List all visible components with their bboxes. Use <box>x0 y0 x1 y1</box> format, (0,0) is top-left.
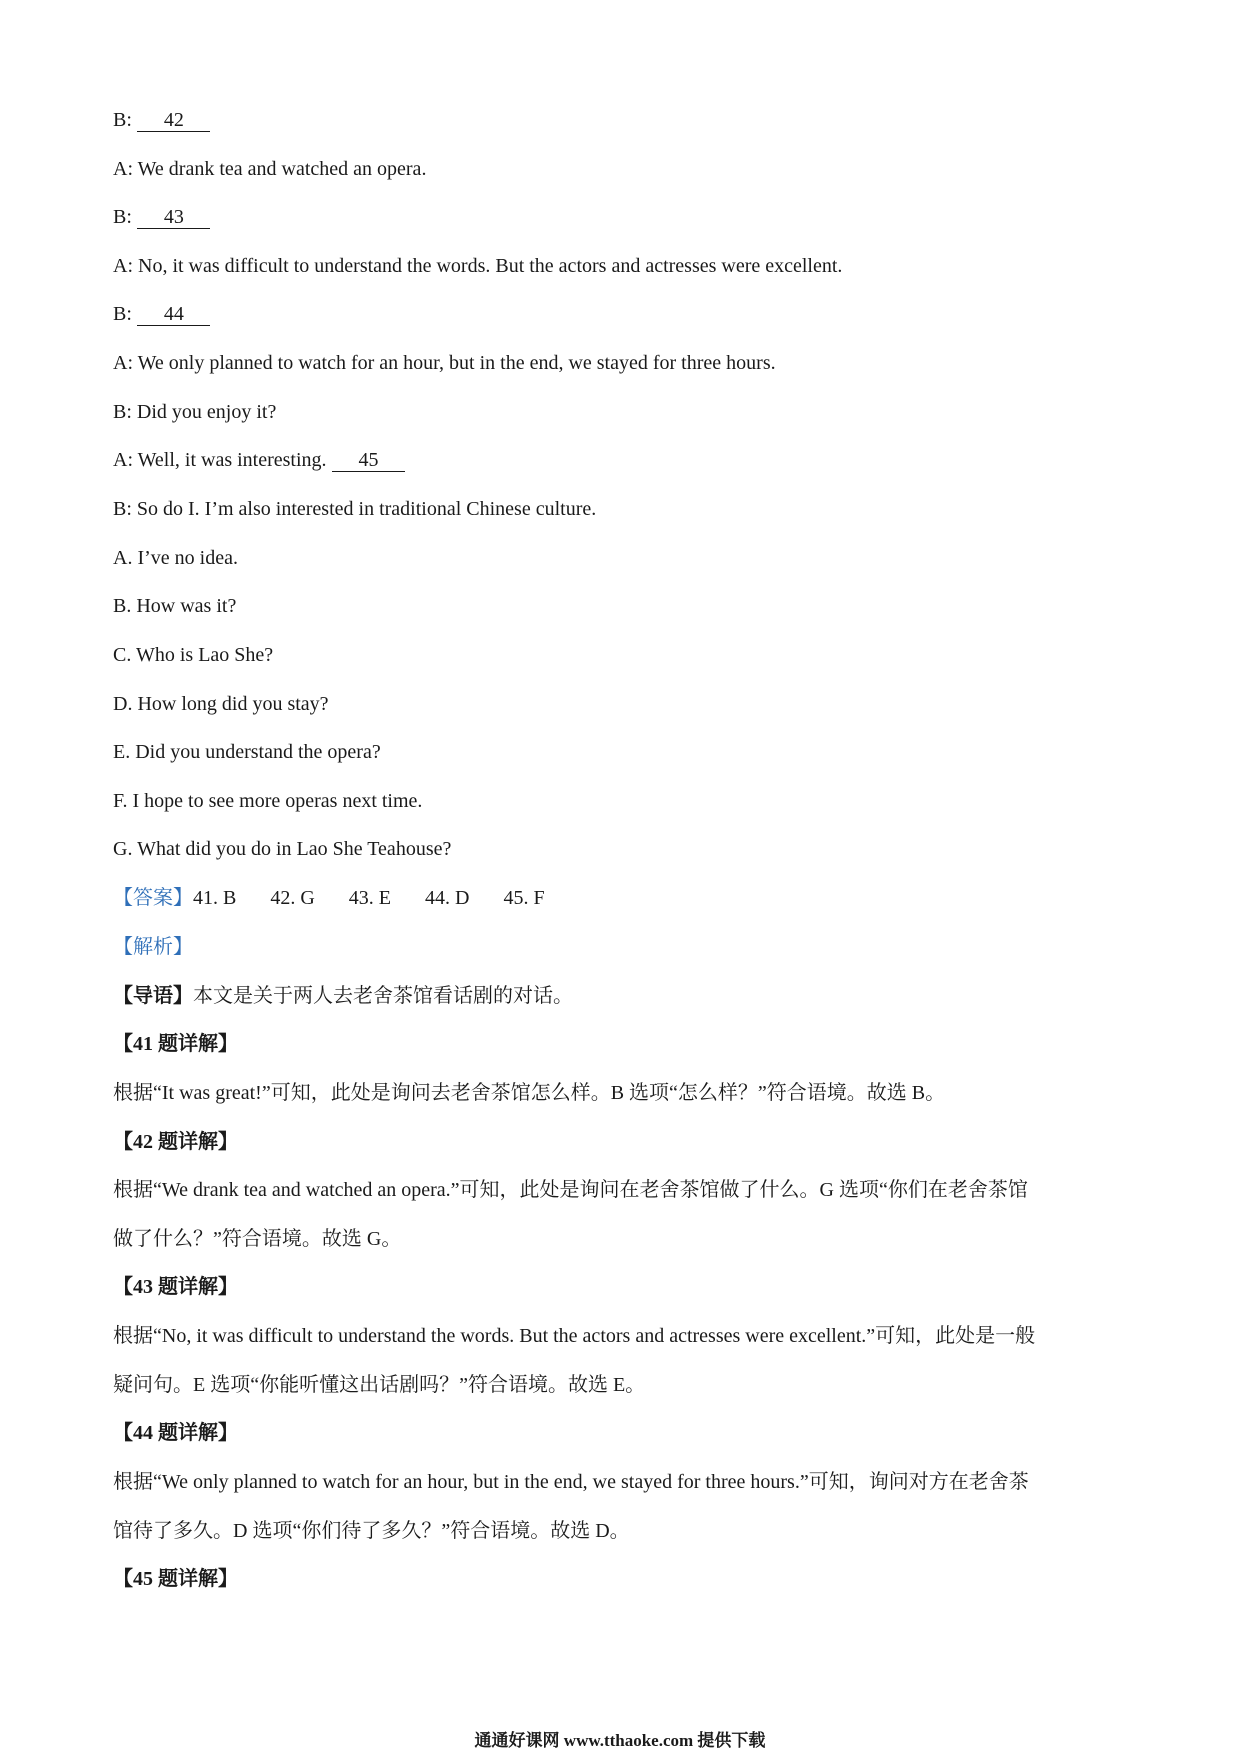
dialogue-line: B: So do I. I’m also interested in traditional Chinese culture. <box>113 498 597 520</box>
detail-text: 疑问句。E 选项“你能听懂这出话剧吗？”符合语境。故选 E。 <box>113 1374 646 1396</box>
option-e: E. Did you understand the opera? <box>113 741 381 763</box>
blank-43: 43 <box>137 206 210 229</box>
option-a: A. I’ve no idea. <box>113 547 238 569</box>
answer-line <box>113 884 545 912</box>
footer <box>0 1730 1240 1752</box>
detail-text: 根据“No, it was difficult to understand the words. But the actors and actresses were excellent.”可知，此处是一般 <box>113 1325 1036 1347</box>
blank-44: 44 <box>137 303 210 326</box>
detail-heading-42: 【42 题详解】 <box>113 1131 238 1153</box>
detail-text: 根据“We only planned to watch for an hour, but in the end, we stayed for three hours.”可知，询问对方在老舍茶 <box>113 1471 1029 1493</box>
dialogue-line: B: Did you enjoy it? <box>113 401 277 423</box>
dialogue-text: A: Well, it was interesting. <box>113 449 327 471</box>
answer-item: 43. E <box>348 887 392 909</box>
dialogue-line: A: No, it was difficult to understand the words. But the actors and actresses were excellent. <box>113 255 843 277</box>
detail-text: 做了什么？”符合语境。故选 G。 <box>113 1228 402 1250</box>
dialogue-line: A: We drank tea and watched an opera. <box>113 158 427 180</box>
intro-label: 【导语】 <box>113 985 193 1007</box>
detail-text: 根据“We drank tea and watched an opera.”可知，此处是询问在老舍茶馆做了什么。G 选项“你们在老舍茶馆 <box>113 1179 1028 1201</box>
option-b: B. How was it? <box>113 595 237 617</box>
detail-heading-45: 【45 题详解】 <box>113 1568 238 1590</box>
detail-text: 馆待了多久。D 选项“你们待了多久？”符合语境。故选 D。 <box>113 1520 630 1542</box>
answer-label: 【答案】 <box>113 887 193 909</box>
detail-heading-43: 【43 题详解】 <box>113 1276 238 1298</box>
detail-text: 根据“It was great!”可知，此处是询问去老舍茶馆怎么样。B 选项“怎么样？”符合语境。故选 B。 <box>113 1082 946 1104</box>
speaker: B: <box>113 109 132 131</box>
dialogue-line-b-43 <box>113 203 210 231</box>
dialogue-line-b-42 <box>113 106 210 134</box>
option-f: F. I hope to see more operas next time. <box>113 790 423 812</box>
blank-42: 42 <box>137 109 210 132</box>
footer-text: 通通好课网 www.tthaoke.com 提供下载 <box>474 1731 766 1750</box>
dialogue-line-b-44 <box>113 300 210 328</box>
answer-item: 41. B <box>193 887 237 909</box>
blank-45: 45 <box>332 449 405 472</box>
detail-heading-44: 【44 题详解】 <box>113 1422 238 1444</box>
speaker: B: <box>113 303 132 325</box>
answer-item: 44. D <box>425 887 470 909</box>
speaker: B: <box>113 206 132 228</box>
option-c: C. Who is Lao She? <box>113 644 274 666</box>
detail-heading-41: 【41 题详解】 <box>113 1033 238 1055</box>
dialogue-line-a-45 <box>113 446 405 474</box>
option-g: G. What did you do in Lao She Teahouse? <box>113 838 452 860</box>
dialogue-line: A: We only planned to watch for an hour, but in the end, we stayed for three hours. <box>113 352 776 374</box>
intro-text: 本文是关于两人去老舍茶馆看话剧的对话。 <box>193 985 573 1007</box>
intro-line <box>113 982 573 1010</box>
analysis-label: 【解析】 <box>113 936 193 958</box>
option-d: D. How long did you stay? <box>113 693 329 715</box>
answer-item: 45. F <box>503 887 545 909</box>
answer-item: 42. G <box>270 887 315 909</box>
